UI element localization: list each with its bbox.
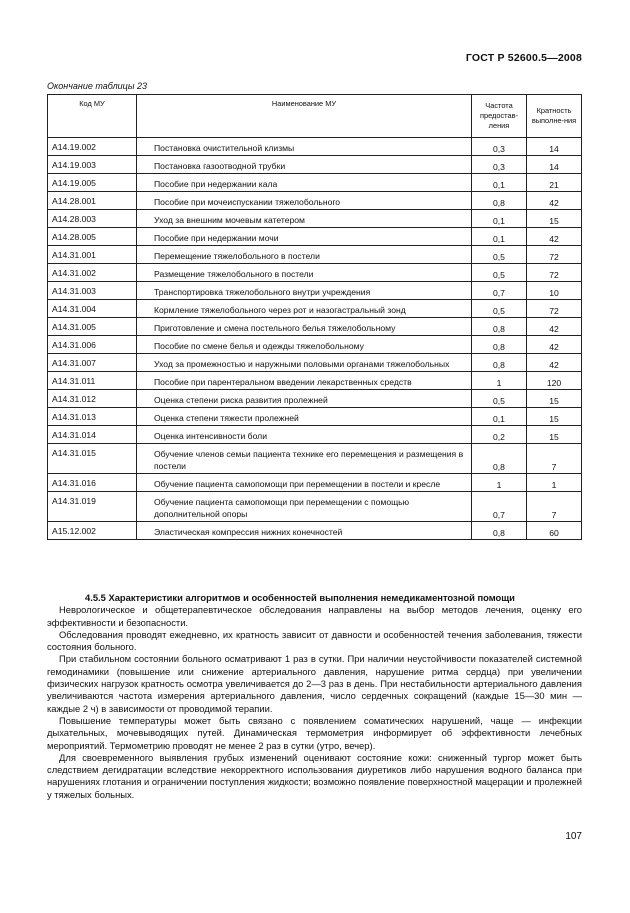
services-table bbox=[47, 94, 582, 540]
cell-code: A14.28.005 bbox=[48, 228, 137, 246]
table-row bbox=[48, 300, 582, 318]
cell-multiplicity: 14 bbox=[527, 138, 582, 156]
cell-name: Пособие при недержании мочи bbox=[137, 228, 472, 246]
table-row bbox=[48, 138, 582, 156]
cell-name: Размещение тяжелобольного в постели bbox=[137, 264, 472, 282]
cell-multiplicity: 7 bbox=[527, 444, 582, 474]
column-header-multiplicity: Кратность выполне-ния bbox=[527, 95, 582, 138]
page-number: 107 bbox=[565, 831, 582, 842]
cell-name: Обучение пациента самопомощи при перемещении с помощью дополнительной опоры bbox=[137, 491, 472, 521]
table-row bbox=[48, 210, 582, 228]
table-row bbox=[48, 264, 582, 282]
cell-code: A14.19.002 bbox=[48, 138, 137, 156]
cell-name: Кормление тяжелобольного через рот и назогастральный зонд bbox=[137, 300, 472, 318]
cell-multiplicity: 72 bbox=[527, 264, 582, 282]
cell-multiplicity: 15 bbox=[527, 390, 582, 408]
cell-frequency: 0,1 bbox=[472, 228, 527, 246]
section-heading: 4.5.5 Характеристики алгоритмов и особенностей выполнения немедикаментозной помощи bbox=[85, 592, 515, 603]
cell-name: Эластическая компрессия нижних конечностей bbox=[137, 521, 472, 539]
table-row bbox=[48, 473, 582, 491]
cell-name: Оценка интенсивности боли bbox=[137, 426, 472, 444]
table-row bbox=[48, 390, 582, 408]
table-row bbox=[48, 444, 582, 474]
cell-frequency: 1 bbox=[472, 473, 527, 491]
cell-code: A14.31.013 bbox=[48, 408, 137, 426]
cell-code: A14.31.016 bbox=[48, 473, 137, 491]
cell-frequency: 0,8 bbox=[472, 318, 527, 336]
cell-name: Постановка очистительной клизмы bbox=[137, 138, 472, 156]
cell-code: A14.31.007 bbox=[48, 354, 137, 372]
cell-name: Пособие при парентеральном введении лекарственных средств bbox=[137, 372, 472, 390]
table-row bbox=[48, 156, 582, 174]
cell-frequency: 0,1 bbox=[472, 408, 527, 426]
cell-multiplicity: 72 bbox=[527, 246, 582, 264]
paragraph: Для своевременного выявления грубых изменений оценивают состояние кожи: сниженный тургор может быть следствием дегидратации вследствие некорректного использования диуретиков либо нарушения водного баланса при нарушениях глотания и ограничении поступления жидкости; возможно появление поверхностной мацерации и пролежней у тяжелых больных. bbox=[47, 751, 582, 800]
table-row bbox=[48, 372, 582, 390]
table-row bbox=[48, 174, 582, 192]
cell-frequency: 0,5 bbox=[472, 390, 527, 408]
cell-frequency: 0,1 bbox=[472, 174, 527, 192]
cell-frequency: 0,7 bbox=[472, 491, 527, 521]
cell-multiplicity: 7 bbox=[527, 491, 582, 521]
cell-multiplicity: 15 bbox=[527, 426, 582, 444]
table-row bbox=[48, 521, 582, 539]
cell-name: Постановка газоотводной трубки bbox=[137, 156, 472, 174]
cell-multiplicity: 15 bbox=[527, 210, 582, 228]
cell-code: A14.31.006 bbox=[48, 336, 137, 354]
cell-name: Перемещение тяжелобольного в постели bbox=[137, 246, 472, 264]
cell-name: Уход за внешним мочевым катетером bbox=[137, 210, 472, 228]
table-row bbox=[48, 408, 582, 426]
cell-name: Пособие при недержании кала bbox=[137, 174, 472, 192]
cell-name: Пособие по смене белья и одежды тяжелобольному bbox=[137, 336, 472, 354]
document-header: ГОСТ Р 52600.5—2008 bbox=[465, 52, 582, 64]
cell-name: Приготовление и смена постельного белья тяжелобольному bbox=[137, 318, 472, 336]
cell-code: A14.19.005 bbox=[48, 174, 137, 192]
cell-code: A14.28.003 bbox=[48, 210, 137, 228]
column-header-name: Наименование МУ bbox=[137, 95, 472, 138]
cell-code: A14.31.005 bbox=[48, 318, 137, 336]
table-row bbox=[48, 228, 582, 246]
cell-code: A14.31.015 bbox=[48, 444, 137, 474]
cell-multiplicity: 72 bbox=[527, 300, 582, 318]
cell-multiplicity: 15 bbox=[527, 408, 582, 426]
cell-multiplicity: 10 bbox=[527, 282, 582, 300]
table-row bbox=[48, 336, 582, 354]
cell-frequency: 0,5 bbox=[472, 264, 527, 282]
cell-multiplicity: 60 bbox=[527, 521, 582, 539]
cell-name: Транспортировка тяжелобольного внутри учреждения bbox=[137, 282, 472, 300]
cell-code: A14.31.011 bbox=[48, 372, 137, 390]
paragraph: Повышение температуры может быть связано с появлением соматических нарушений, чаще — инфекции дыхательных, мочевыводящих путей. Динамическая термометрия информирует об эффективности лечебных мероприятий. Термометрию проводят не менее 2 раз в сутки (утро, вечер). bbox=[47, 714, 582, 751]
cell-name: Обучение пациента самопомощи при перемещении в постели и кресле bbox=[137, 473, 472, 491]
cell-code: A15.12.002 bbox=[48, 521, 137, 539]
table-header-row bbox=[48, 95, 582, 138]
cell-multiplicity: 42 bbox=[527, 354, 582, 372]
column-header-code: Код МУ bbox=[48, 95, 137, 138]
cell-name: Обучение членов семьи пациента технике его перемещения и размещения в постели bbox=[137, 444, 472, 474]
cell-frequency: 0,7 bbox=[472, 282, 527, 300]
cell-frequency: 0,8 bbox=[472, 192, 527, 210]
cell-code: A14.19.003 bbox=[48, 156, 137, 174]
cell-frequency: 0,5 bbox=[472, 246, 527, 264]
cell-code: A14.28.001 bbox=[48, 192, 137, 210]
table-row bbox=[48, 318, 582, 336]
cell-frequency: 0,8 bbox=[472, 336, 527, 354]
table-caption: Окончание таблицы 23 bbox=[47, 81, 147, 91]
cell-frequency: 1 bbox=[472, 372, 527, 390]
cell-multiplicity: 120 bbox=[527, 372, 582, 390]
table-row bbox=[48, 192, 582, 210]
cell-name: Пособие при мочеиспускании тяжелобольного bbox=[137, 192, 472, 210]
cell-frequency: 0,5 bbox=[472, 300, 527, 318]
table-row bbox=[48, 491, 582, 521]
cell-frequency: 0,3 bbox=[472, 156, 527, 174]
table-body bbox=[48, 138, 582, 540]
cell-frequency: 0,2 bbox=[472, 426, 527, 444]
column-header-frequency: Частота предостав-ления bbox=[472, 95, 527, 138]
cell-frequency: 0,1 bbox=[472, 210, 527, 228]
cell-multiplicity: 21 bbox=[527, 174, 582, 192]
cell-frequency: 0,8 bbox=[472, 521, 527, 539]
table-row bbox=[48, 354, 582, 372]
cell-name: Оценка степени тяжести пролежней bbox=[137, 408, 472, 426]
body-text bbox=[47, 592, 582, 801]
cell-multiplicity: 42 bbox=[527, 228, 582, 246]
cell-code: A14.31.014 bbox=[48, 426, 137, 444]
cell-name: Уход за промежностью и наружными половыми органами тяжелобольных bbox=[137, 354, 472, 372]
table-row bbox=[48, 282, 582, 300]
cell-code: A14.31.001 bbox=[48, 246, 137, 264]
cell-multiplicity: 42 bbox=[527, 336, 582, 354]
cell-code: A14.31.012 bbox=[48, 390, 137, 408]
cell-frequency: 0,3 bbox=[472, 138, 527, 156]
cell-multiplicity: 42 bbox=[527, 318, 582, 336]
cell-code: A14.31.003 bbox=[48, 282, 137, 300]
table-row bbox=[48, 246, 582, 264]
paragraph: При стабильном состоянии больного осматривают 1 раз в сутки. При наличии неустойчивости показателей системной гемодинамики (повышение или снижение артериального давления, нарушение ритма сердца) при увеличении физических нагрузок кратность осмотра увеличивается до 2—3 раз в день. При нестабильности артериального давления увеличиваются частота измерения артериального давления, число сердечных сокращений (каждые 15—30 мин — каждые 2 ч) в зависимости от проводимой терапии. bbox=[47, 653, 582, 714]
cell-multiplicity: 14 bbox=[527, 156, 582, 174]
cell-code: A14.31.004 bbox=[48, 300, 137, 318]
cell-frequency: 0,8 bbox=[472, 444, 527, 474]
cell-multiplicity: 42 bbox=[527, 192, 582, 210]
cell-name: Оценка степени риска развития пролежней bbox=[137, 390, 472, 408]
paragraph: Неврологическое и общетерапевтическое обследования направлены на выбор методов лечения, оценку его эффективности и безопасности. bbox=[47, 604, 582, 628]
table-row bbox=[48, 426, 582, 444]
cell-frequency: 0,8 bbox=[472, 354, 527, 372]
paragraph: Обследования проводят ежедневно, их кратность зависит от давности и особенностей течения заболевания, тяжести состояния больного. bbox=[47, 628, 582, 653]
cell-code: A14.31.019 bbox=[48, 491, 137, 521]
cell-code: A14.31.002 bbox=[48, 264, 137, 282]
cell-multiplicity: 1 bbox=[527, 473, 582, 491]
